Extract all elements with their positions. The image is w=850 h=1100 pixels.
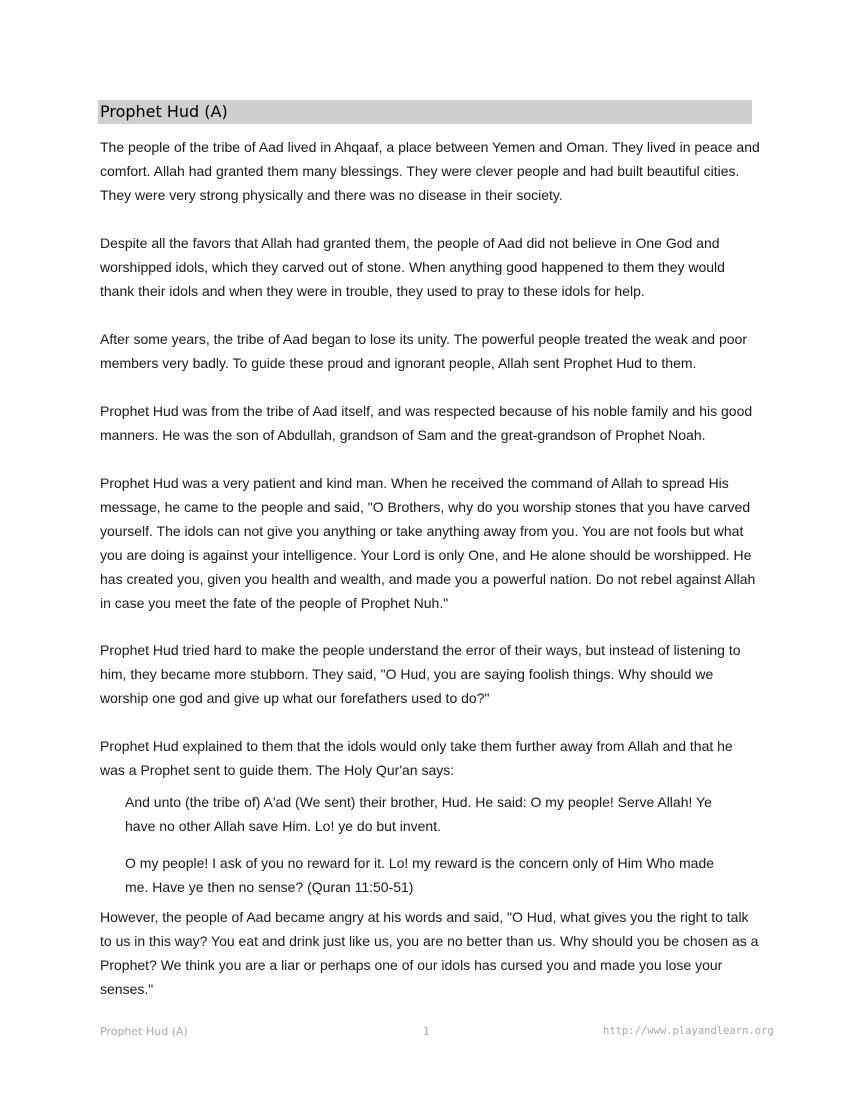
quote-1: And unto (the tribe of) A'ad (We sent) their brother, Hud. He said: O my people! Serve Allah! Ye have no other Allah save Him. Lo! ye do but invent. (125, 794, 712, 834)
paragraph-7: Prophet Hud explained to them that the idols would only take them further away from Allah and that he was a Prophet sent to guide them. The Holy Qur'an says: (100, 738, 733, 778)
paragraph-5: Prophet Hud was a very patient and kind man. When he received the command of Allah to spread His message, he came to the people and said, "O Brothers, why do you worship stones that you have carved yourself. The idols can not give you anything or take anything away from you. You are not fools but what you are doing is against your intelligence. Your Lord is only One, and He alone should be worshipped. He has created you, given you health and wealth, and made you a powerful nation. Do not rebel against Allah in case you meet the fate of the people of Prophet Nuh." (100, 475, 756, 611)
paragraph-3: After some years, the tribe of Aad began to lose its unity. The powerful people treated the weak and poor members very badly. To guide these proud and ignorant people, Allah sent Prophet Hud to them. (100, 331, 747, 371)
closing-paragraph: However, the people of Aad became angry at his words and said, "O Hud, what gives you the right to talk to us in this way? You eat and drink just like us, you are no better than us. Why should you be chosen as a Prophet? We think you are a liar or perhaps one of our idols has cursed you and made you lose your senses." (100, 909, 759, 997)
paragraph-1: The people of the tribe of Aad lived in Ahqaaf, a place between Yemen and Oman. They lived in peace and comfort. Allah had granted them many blessings. They were clever people and had built beautiful cities. They were very strong physically and there was no disease in their society. (100, 139, 760, 203)
quote-2: O my people! I ask of you no reward for it. Lo! my reward is the concern only of Him Who made me. Have ye then no sense? (Quran 11:50-51) (125, 855, 715, 895)
footer-url: http://www.playandlearn.org (603, 1025, 774, 1037)
paragraph-6: Prophet Hud tried hard to make the people understand the error of their ways, but instead of listening to him, they became more stubborn. They said, "O Hud, you are saying foolish things. Why should we worship one god and give up what our forefathers used to do?" (100, 642, 741, 706)
paragraph-2: Despite all the favors that Allah had granted them, the people of Aad did not believe in One God and worshipped idols, which they carved out of stone. When anything good happened to them they would thank their idols and when they were in trouble, they used to pray to these idols for help. (100, 235, 725, 299)
footer-title: Prophet Hud (A) (100, 1025, 188, 1038)
footer-page-number: 1 (423, 1025, 430, 1038)
paragraph-4: Prophet Hud was from the tribe of Aad itself, and was respected because of his noble family and his good manners. He was the son of Abdullah, grandson of Sam and the great-grandson of Prophet Noah. (100, 403, 753, 443)
page-title: Prophet Hud (A) (100, 102, 228, 121)
title-bar (98, 100, 752, 124)
